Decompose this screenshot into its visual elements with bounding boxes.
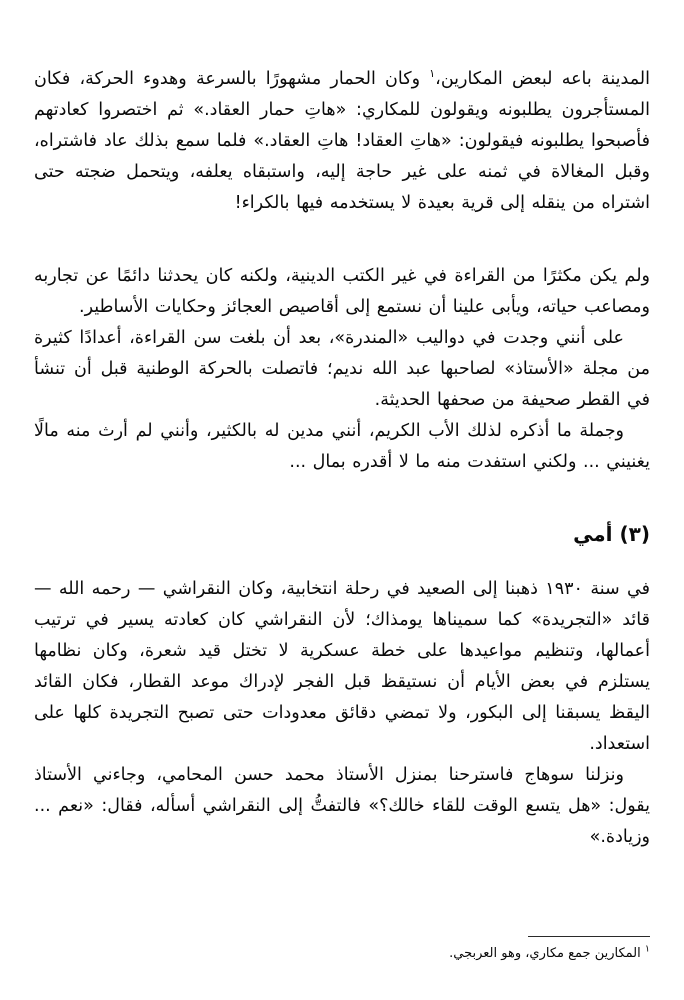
footnote-number: ١ [644, 943, 650, 955]
paragraph-father-memory: وجملة ما أذكره لذلك الأب الكريم، أنني مدين له بالكثير، وأنني لم أرث منه مالًا يغنيني ... ولكني استفدت منه ما لا أقدره بمال ... [34, 421, 650, 472]
paragraph-text: المدينة باعه لبعض المكارين، [435, 69, 651, 89]
paragraph-donkey-story [34, 64, 650, 219]
page-body [34, 0, 650, 853]
paragraph-magazine: على أنني وجدت في دواليب «المندرة»، بعد أن بلغت سن القراءة، أعدادًا كثيرة من مجلة «الأستاذ» لصاحبها عبد الله نديم؛ فاتصلت بالحركة الوطنية قبل أن تنشأ في القطر صحيفة من صحفها الحديثة. [34, 328, 650, 410]
paragraph-sohag-visit: ونزلنا سوهاج فاسترحنا بمنزل الأستاذ محمد حسن المحامي، وجاءني الأستاذ يقول: «هل يتسع الوقت للقاء خالك؟» فالتفتُّ إلى النقراشي أسأله، فقال: «نعم ... وزيادة.» [34, 765, 650, 847]
footnote-text: المكارين جمع مكاري، وهو العربجي. [449, 946, 641, 961]
section-heading: (٣) أمي [573, 522, 650, 546]
paragraph-text: وكان الحمار مشهورًا بالسرعة وهدوء الحركة، فكان المستأجرون يطلبونه ويقولون للمكاري: «هاتِ حمار العقاد.» ثم اختصروا كعادتهم فأصبحوا يطلبونه فيقولون: «هاتِ العقاد! هاتِ العقاد.» فلما سمع بذلك عاد فاشتراه، وقبل المغالاة في ثمنه على غير حاجة إليه، واستبقاه يعلفه، ويتحمل ضجته حتى اشتراه من ينقله إلى قرية بعيدة لا يستخدمه فيها بالكراء! [34, 69, 650, 213]
footnote-divider [528, 936, 650, 937]
paragraph-reading-habits: ولم يكن مكثرًا من القراءة في غير الكتب الدينية، ولكنه كان يحدثنا دائمًا عن تجاربه ومصاعب حياته، ويأبى علينا أن نستمع إلى أقاصيص العجائز وحكايات الأساطير. [34, 266, 650, 317]
paragraph-election-trip: في سنة ١٩٣٠ ذهبنا إلى الصعيد في رحلة انتخابية، وكان النقراشي — رحمه الله — قائد «التجريدة» كما سميناها يومذاك؛ لأن النقراشي كان كعادته يسير في ترتيب أعمالها، وتنظيم مواعيدها على خطة عسكرية لا تختل قيد شعرة، وكان نظامها يستلزم في بعض الأيام أن نستيقظ قبل الفجر لإدراك موعد القطار، فكان القائد اليقظ يسبقنا إلى البكور، ولا تمضي دقائق معدودات حتى تصبح التجريدة كلها على استعداد. [34, 579, 650, 754]
footnote-ref-marker: ١ [429, 67, 436, 81]
footnote [34, 944, 650, 963]
footnote-area [34, 936, 650, 963]
